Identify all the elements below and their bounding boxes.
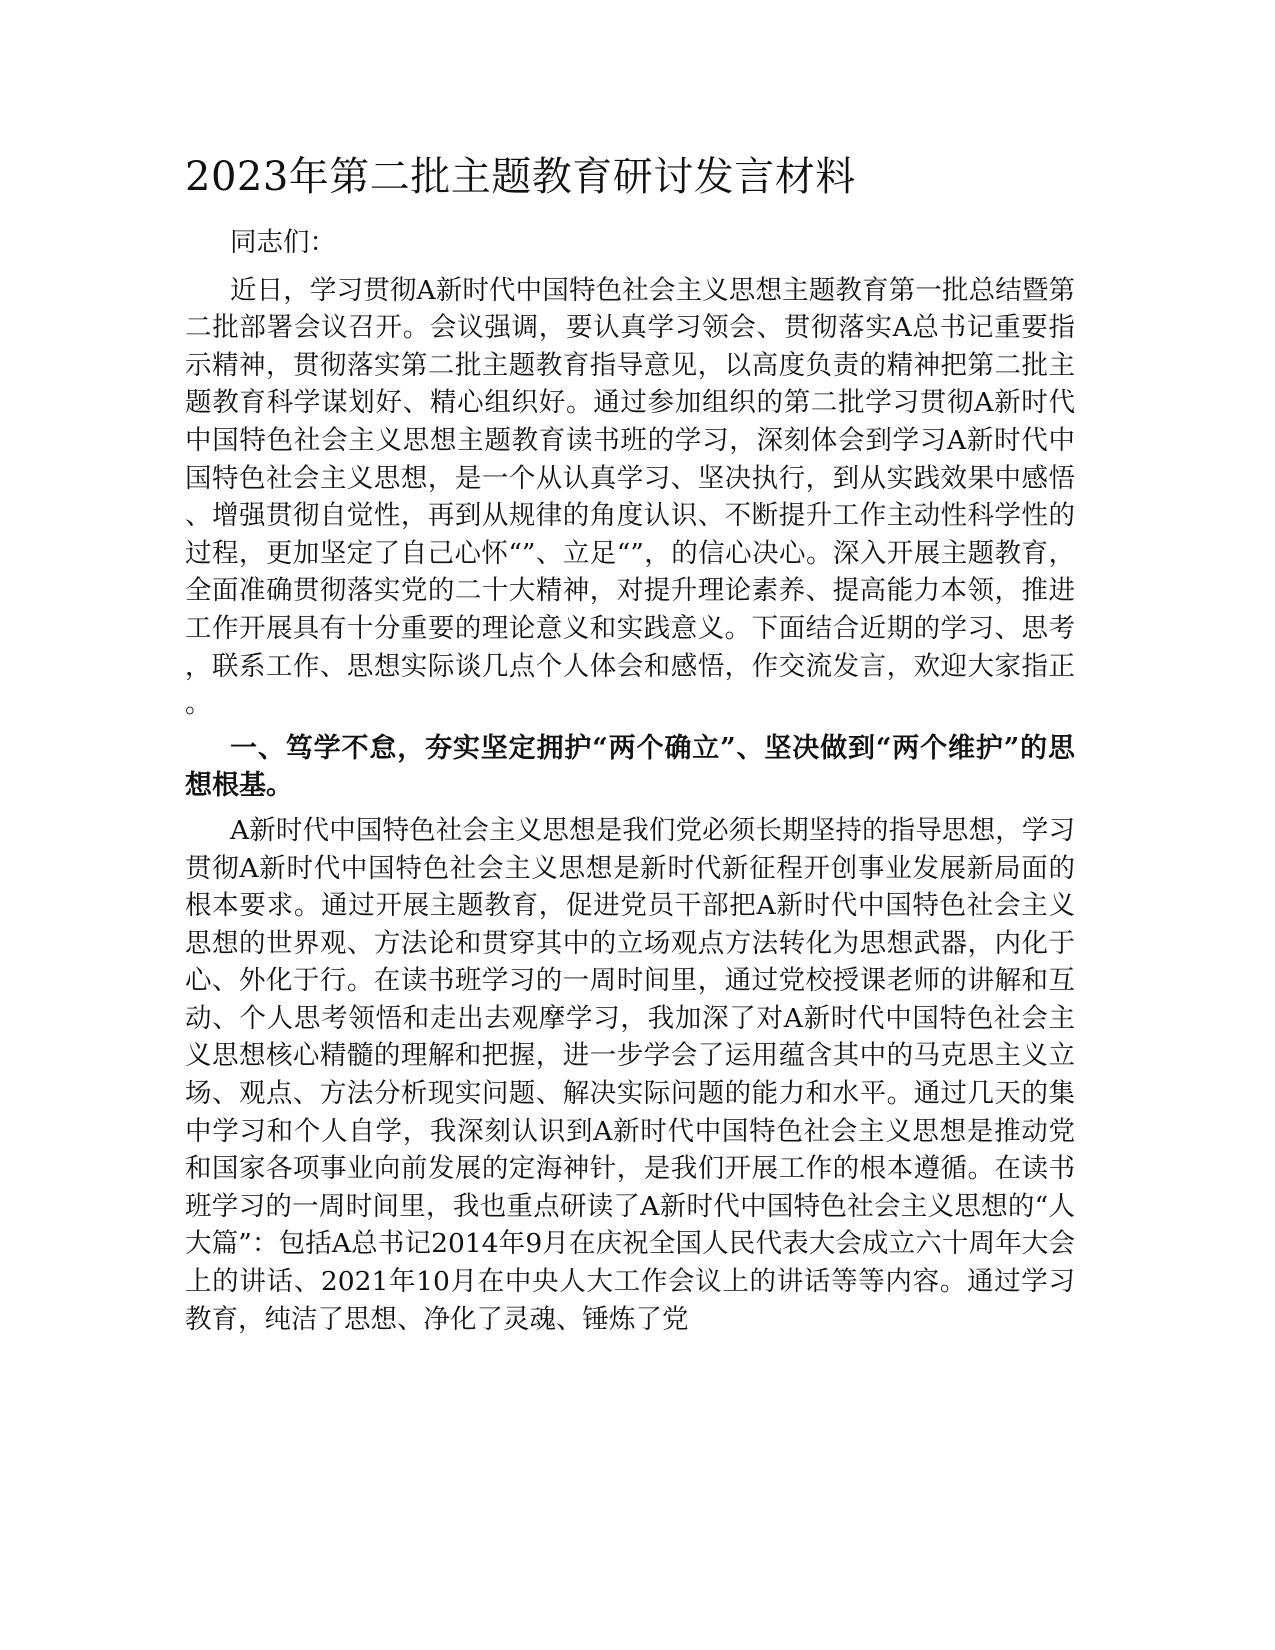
document-title: 2023年第二批主题教育研讨发言材料 — [185, 154, 856, 200]
section-1-heading: 一、笃学不怠，夯实坚定拥护“两个确立”、坚决做到“两个维护”的思想根基。 — [185, 732, 1075, 802]
salutation: 同志们： — [230, 227, 336, 258]
section-1-paragraph: A新时代中国特色社会主义思想是我们党必须长期坚持的指导思想，学习贯彻A新时代中国特色社会主义思想是新时代新征程开创事业发展新局面的根本要求。通过开展主题教育，促进党员干部把A新时代中国特色社会主义思想的世界观、方法论和贯穿其中的立场观点方法转化为思想武器，内化于心、外化于行。在读书班学习的一周时间里，通过党校授课老师的讲解和互动、个人思考领悟和走出去观摩学习，我加深了对A新时代中国特色社会主义思想核心精髓的理解和把握，进一步学会了运用蕴含其中的马克思主义立场、观点、方法分析现实问题、解决实际问题的能力和水平。通过几天的集中学习和个人自学，我深刻认识到A新时代中国特色社会主义思想是推动党和国家各项事业向前发展的定海神针，是我们开展工作的根本遵循。在读书班学习的一周时间里，我也重点研读了A新时代中国特色社会主义思想的“人大篇”：包括A总书记2014年9月在庆祝全国人民代表大会成立六十周年大会上的讲话、2021年10月在中央人大工作会议上的讲话等等内容。通过学习教育，纯洁了思想、净化了灵魂、锤炼了党 — [185, 814, 1075, 1335]
intro-paragraph: 近日，学习贯彻A新时代中国特色社会主义思想主题教育第一批总结暨第二批部署会议召开。会议强调，要认真学习领会、贯彻落实A总书记重要指示精神，贯彻落实第二批主题教育指导意见，以高度负责的精神把第二批主题教育科学谋划好、精心组织好。通过参加组织的第二批学习贯彻A新时代中国特色社会主义思想主题教育读书班的学习，深刻体会到学习A新时代中国特色社会主义思想，是一个从认真学习、坚决执行，到从实践效果中感悟、增强贯彻自觉性，再到从规律的角度认识、不断提升工作主动性科学性的过程，更加坚定了自己心怀“”、立足“”，的信心决心。深入开展主题教育，全面准确贯彻落实党的二十大精神，对提升理论素养、提高能力本领，推进工作开展具有十分重要的理论意义和实践意义。下面结合近期的学习、思考，联系工作、思想实际谈几点个人体会和感悟，作交流发言，欢迎大家指正。 — [185, 274, 1075, 720]
document-body — [185, 224, 1075, 1345]
